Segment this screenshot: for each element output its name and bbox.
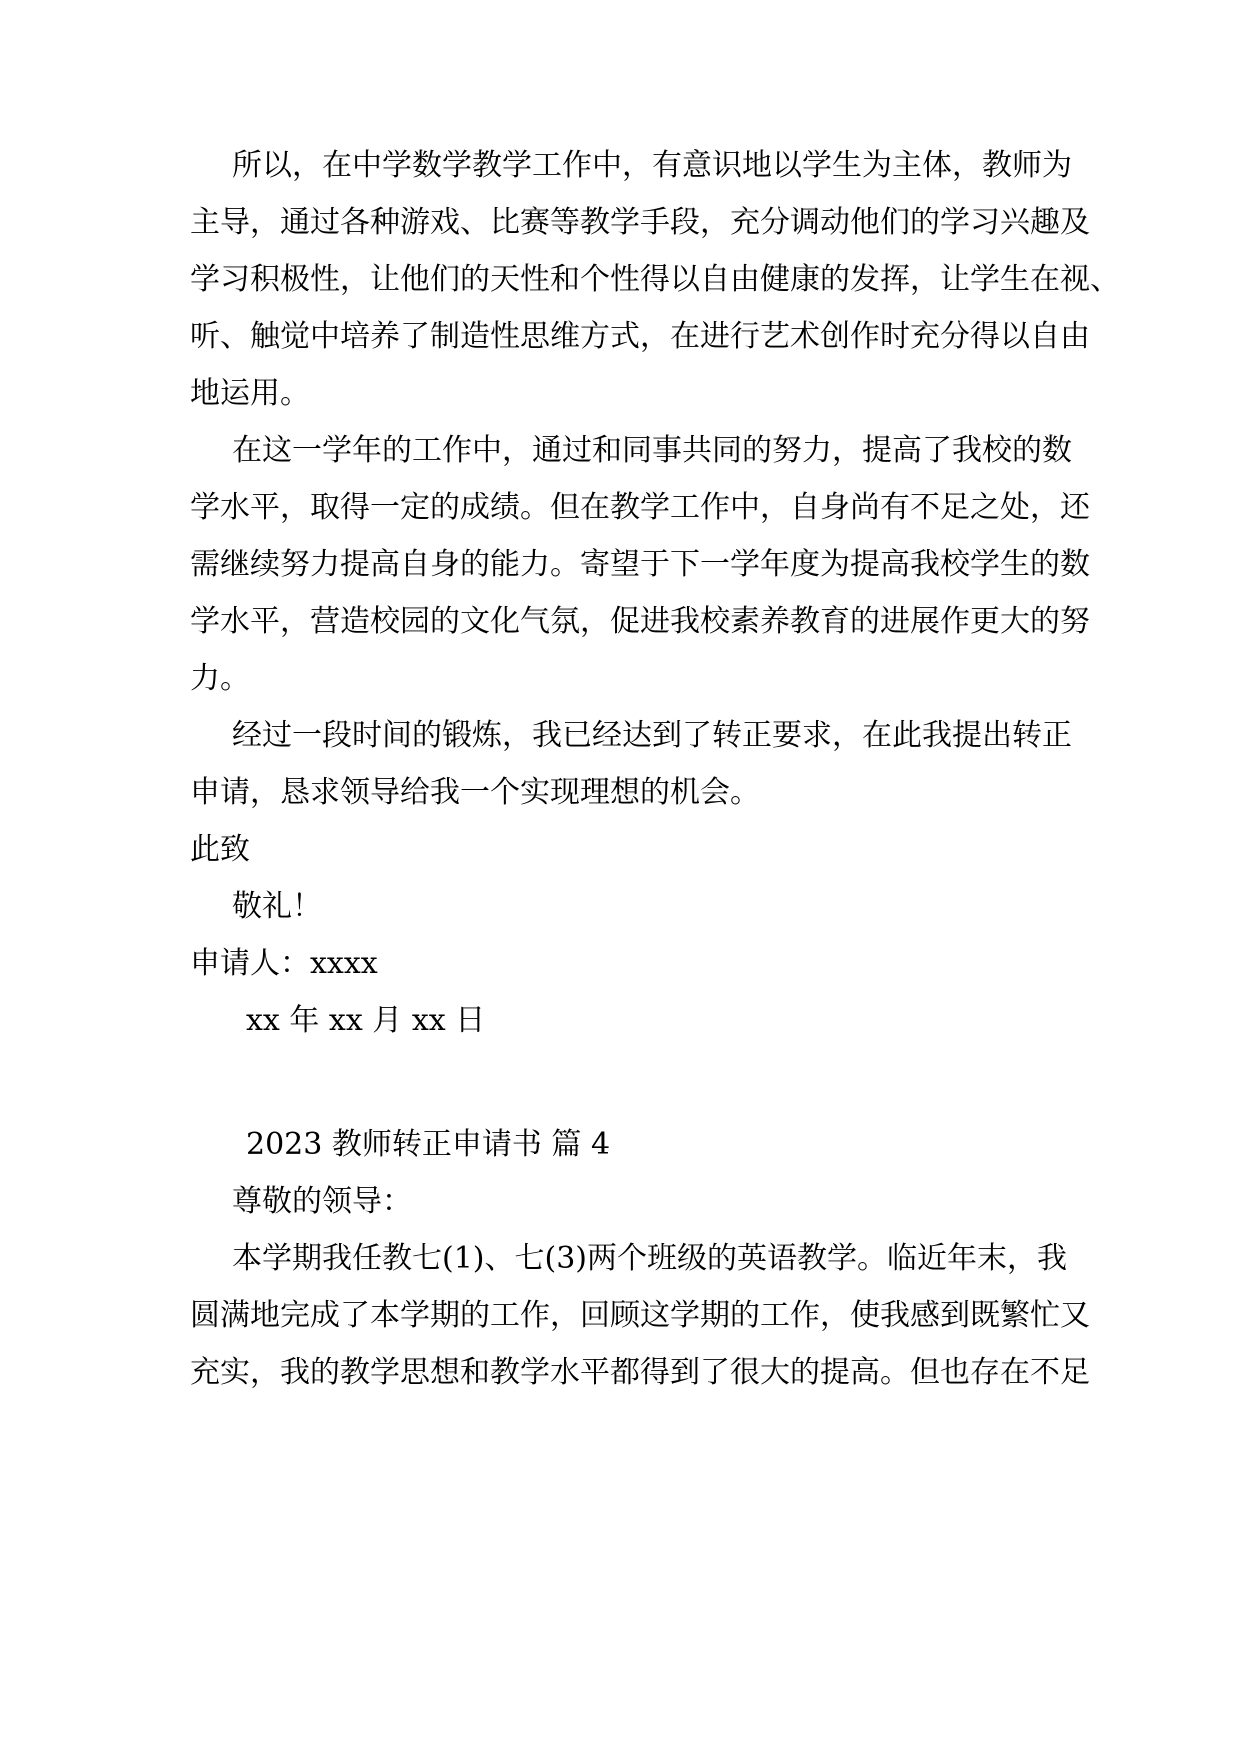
paragraph-2-line-2: 学水平，取得一定的成绩。但在教学工作中，自身尚有不足之处，还 [190,490,1090,525]
paragraph-3-line-1: 经过一段时间的锻炼，我已经达到了转正要求，在此我提出转正 [232,718,1072,753]
greeting-text: 尊敬的领导： [232,1184,412,1219]
paragraph-2-line-5: 力。 [190,661,250,696]
paragraph-2-line-4: 学水平，营造校园的文化气氛，促进我校素养教育的进展作更大的努 [190,604,1090,639]
salutation-text: 敬礼！ [232,889,322,924]
section-title: 2023 教师转正申请书 篇 4 [246,1127,611,1162]
date-line: xx 年 xx 月 xx 日 [246,1003,486,1038]
closing-text: 此致 [190,832,250,867]
paragraph-1-line-3: 学习积极性，让他们的天性和个性得以自由健康的发挥，让学生在视、 [190,262,1120,297]
paragraph-1-line-5: 地运用。 [190,376,310,411]
paragraph-1-line-1: 所以，在中学数学教学工作中，有意识地以学生为主体，教师为 [232,148,1072,183]
paragraph-2-line-3: 需继续努力提高自身的能力。寄望于下一学年度为提高我校学生的数 [190,547,1090,582]
applicant-line: 申请人：xxxx [190,946,378,981]
paragraph-4-line-3: 充实，我的教学思想和教学水平都得到了很大的提高。但也存在不足 [190,1355,1090,1390]
paragraph-3-line-2: 申请，恳求领导给我一个实现理想的机会。 [190,775,760,810]
paragraph-4-line-1: 本学期我任教七(1)、七(3)两个班级的英语教学。临近年末，我 [232,1241,1067,1276]
paragraph-4-line-2: 圆满地完成了本学期的工作，回顾这学期的工作，使我感到既繁忙又 [190,1298,1090,1333]
paragraph-1-line-4: 听、触觉中培养了制造性思维方式，在进行艺术创作时充分得以自由 [190,319,1090,354]
paragraph-1-line-2: 主导，通过各种游戏、比赛等教学手段，充分调动他们的学习兴趣及 [190,205,1090,240]
paragraph-2-line-1: 在这一学年的工作中，通过和同事共同的努力，提高了我校的数 [232,433,1072,468]
